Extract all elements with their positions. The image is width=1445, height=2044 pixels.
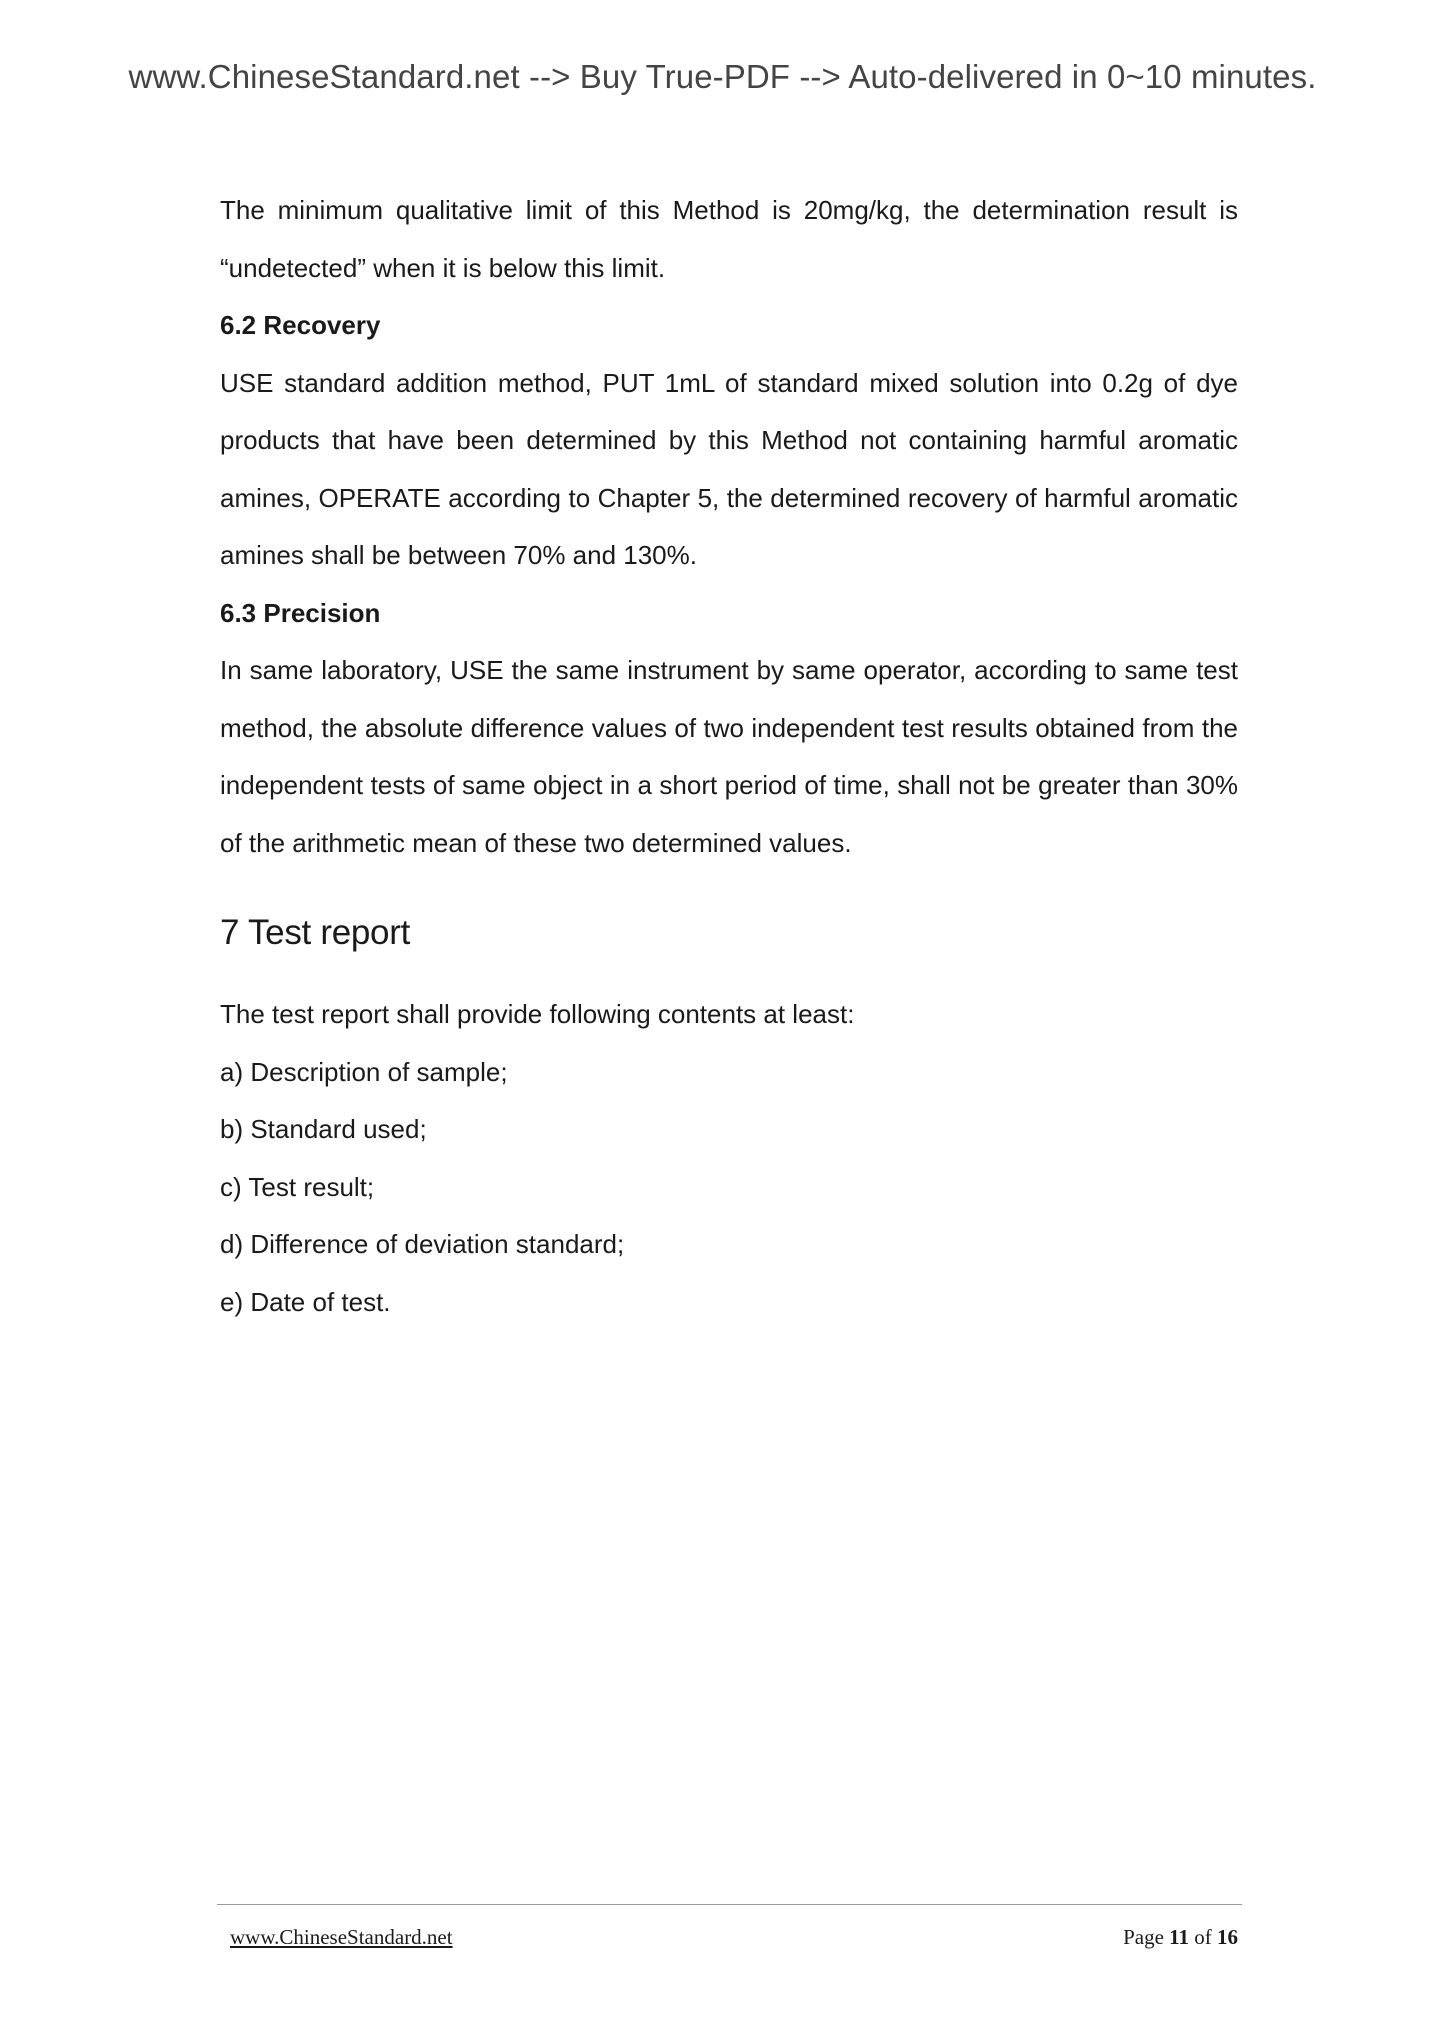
page-total: 16 bbox=[1217, 1925, 1238, 1949]
list-item: b) Standard used; bbox=[220, 1114, 427, 1144]
footer-divider bbox=[217, 1904, 1242, 1905]
page-number bbox=[1123, 1925, 1238, 1950]
intro-paragraph: The minimum qualitative limit of this Method is 20mg/kg, the determination result is “undetected” when it is below this limit. bbox=[220, 195, 1238, 283]
list-item: d) Difference of deviation standard; bbox=[220, 1229, 625, 1259]
footer-site-link[interactable]: www.ChineseStandard.net bbox=[230, 1925, 453, 1949]
heading-6-3-precision: 6.3 Precision bbox=[220, 597, 381, 628]
page-of: of bbox=[1194, 1925, 1212, 1949]
page-current: 11 bbox=[1169, 1925, 1189, 1949]
test-report-intro: The test report shall provide following contents at least: bbox=[220, 999, 855, 1029]
list-item: a) Description of sample; bbox=[220, 1056, 508, 1087]
header-banner: www.ChineseStandard.net --> Buy True-PDF --> Auto-delivered in 0~10 minutes. bbox=[128, 58, 1317, 95]
precision-paragraph: In same laboratory, USE the same instrument by same operator, according to same test method, the absolute difference values of two independent test results obtained from the independent tests of same object in a short period of time, shall not be greater than 30% of the arithmetic mean of these two determined values. bbox=[220, 655, 1238, 858]
recovery-paragraph: USE standard addition method, PUT 1mL of standard mixed solution into 0.2g of dye products that have been determined by this Method not containing harmful aromatic amines, OPERATE according to Chapter 5, the determined recovery of harmful aromatic amines shall be between 70% and 130%. bbox=[220, 367, 1238, 570]
heading-7-test-report: 7 Test report bbox=[220, 913, 411, 952]
document-body bbox=[220, 182, 1238, 1331]
page-word: Page bbox=[1123, 1925, 1164, 1949]
list-item: e) Date of test. bbox=[220, 1286, 391, 1317]
list-item: c) Test result; bbox=[220, 1171, 375, 1202]
heading-6-2-recovery: 6.2 Recovery bbox=[220, 310, 381, 340]
